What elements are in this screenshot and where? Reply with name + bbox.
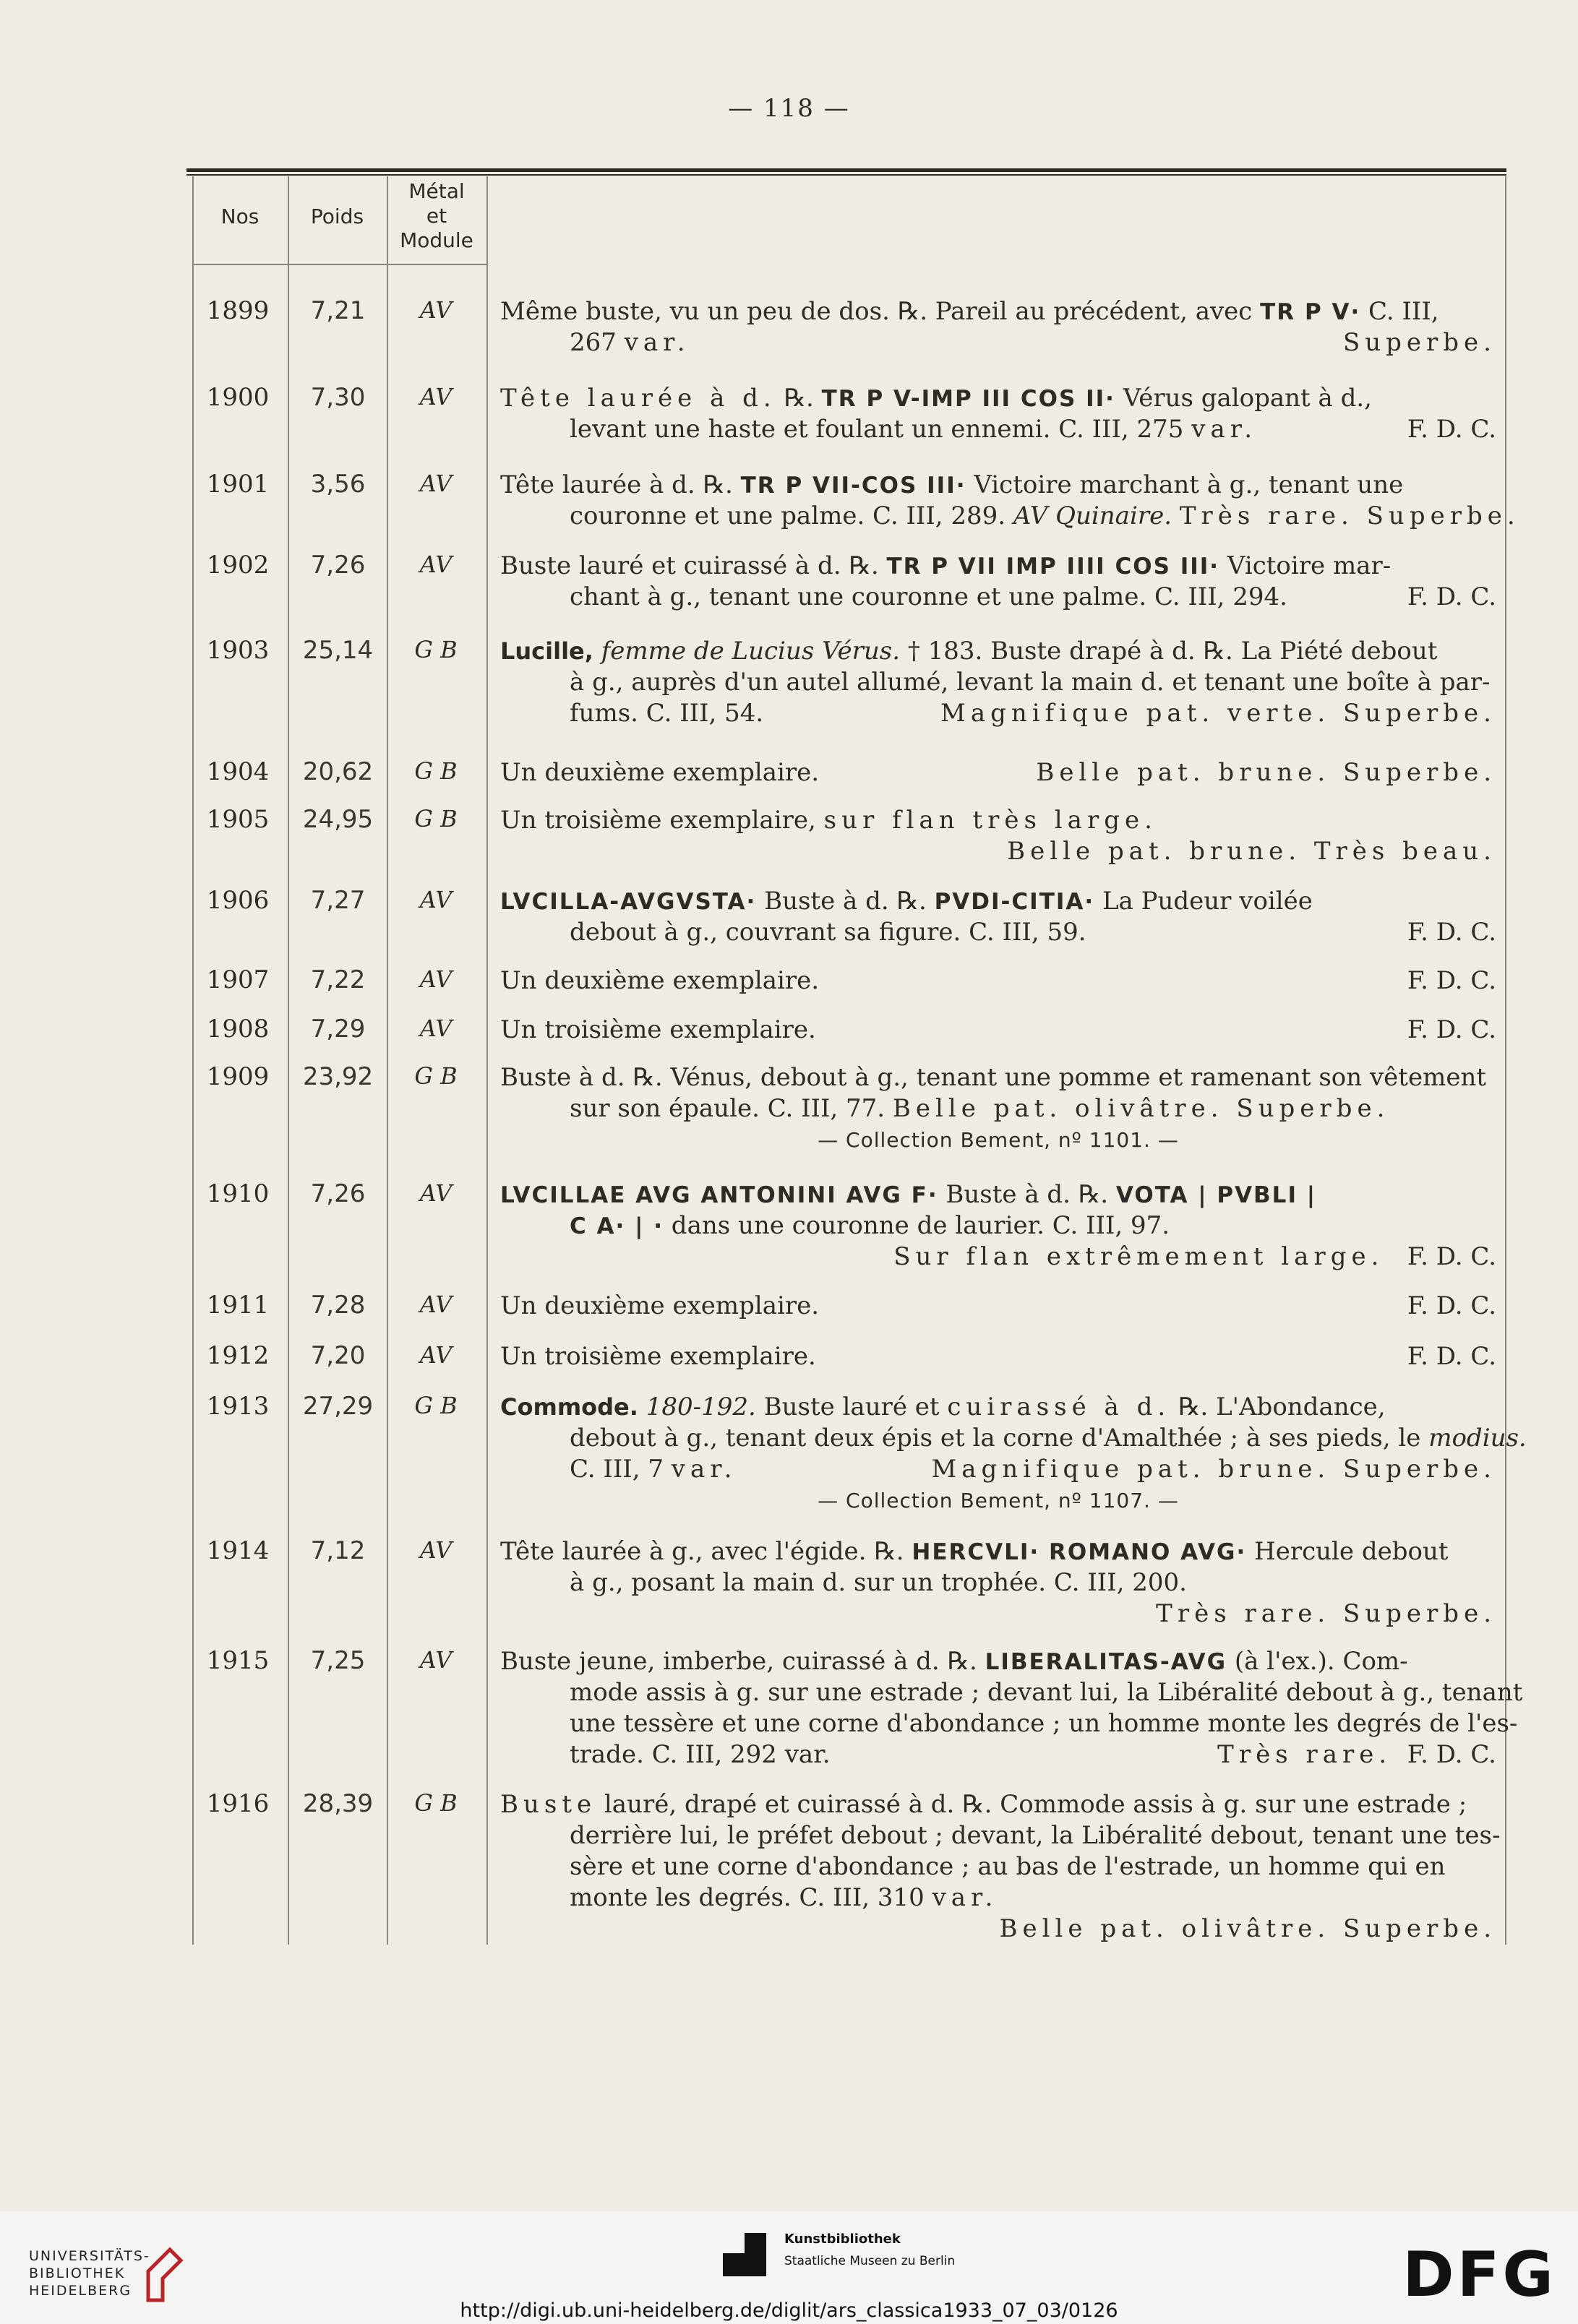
lot-weight: 3,56 (310, 470, 366, 499)
lot-metal: AV (419, 1179, 453, 1207)
description-line: LVCILLA-AVGVSTA· Buste à d. ℞. PVDI-CITIA· La Pudeur voilée (500, 887, 1313, 916)
header-poids: Poids (310, 205, 364, 228)
lot-metal: AV (419, 886, 453, 913)
description-line: une tessère et une corne d'abondance ; un homme monte les degrés de l'es- (570, 1709, 1518, 1738)
description-line: Tête laurée à d. ℞. TR P V-IMP III COS II· Vérus galopant à d., (500, 384, 1372, 413)
lot-weight: 28,39 (302, 1789, 374, 1818)
lot-metal: AV (419, 1646, 453, 1674)
description-line: Tête laurée à g., avec l'égide. ℞. HERCVLI· ROMANO AVG· Hercule debout (500, 1537, 1449, 1566)
description-line: — Collection Bement, nº 1107. — (818, 1489, 1179, 1512)
lot-number: 1906 (206, 886, 270, 915)
lot-description (500, 1789, 1501, 1945)
lot-number: 1903 (206, 636, 270, 665)
table-top-rule-thin (186, 174, 1506, 176)
lot-weight: 7,26 (310, 551, 366, 580)
description-line: Un deuxième exemplaire. F. D. C. (500, 966, 1496, 995)
description-line: levant une haste et foulant un ennemi. C. III, 275 var. F. D. C. (570, 415, 1496, 444)
header-metal: Métal et Module (400, 179, 473, 252)
lot-metal: G B (414, 1789, 458, 1817)
lot-metal: AV (419, 470, 453, 497)
lot-description (500, 1015, 1496, 1046)
lot-description (500, 636, 1496, 729)
description-line: Sur flan extrêmement large. F. D. C. (893, 1242, 1496, 1271)
description-line: à g., auprès d'un autel allumé, levant la main d. et tenant une boîte à par- (570, 668, 1491, 697)
lot-description (500, 1341, 1496, 1372)
lot-metal: AV (419, 1015, 453, 1042)
column-divider (486, 176, 488, 1945)
page-number: — 118 — (728, 94, 850, 123)
table-top-rule (186, 168, 1506, 172)
description-line: LVCILLAE AVG ANTONINI AVG F· Buste à d. ℞. VOTA | PVBLI | (500, 1180, 1317, 1209)
lot-number: 1901 (206, 470, 270, 499)
lot-weight: 7,22 (310, 965, 366, 994)
header-rule (192, 264, 486, 265)
lot-metal: AV (419, 551, 453, 578)
description-line: chant à g., tenant une couronne et une palme. C. III, 294. F. D. C. (570, 582, 1496, 611)
lot-number: 1911 (206, 1291, 270, 1320)
lot-weight: 7,26 (310, 1179, 366, 1208)
lot-description (500, 805, 1496, 867)
lot-weight: 7,27 (310, 886, 366, 915)
description-line: à g., posant la main d. sur un trophée. C. III, 200. (570, 1568, 1187, 1597)
lot-number: 1900 (206, 383, 270, 412)
lot-number: 1916 (206, 1789, 270, 1818)
description-line: Tête laurée à d. ℞. TR P VII-COS III· Victoire marchant à g., tenant une (500, 470, 1404, 499)
lot-metal: AV (419, 1291, 453, 1318)
description-line: sur son épaule. C. III, 77. Belle pat. olivâtre. Superbe. (570, 1094, 1390, 1123)
description-line: monte les degrés. C. III, 310 var. (570, 1883, 998, 1912)
lot-weight: 7,30 (310, 383, 366, 412)
lot-description (500, 1179, 1496, 1273)
lot-number: 1912 (206, 1341, 270, 1370)
description-line: Belle pat. brune. Très beau. (1007, 837, 1496, 866)
lot-description (500, 296, 1496, 358)
lot-weight: 7,20 (310, 1341, 366, 1370)
lot-number: 1905 (206, 805, 270, 834)
lot-description (500, 757, 1496, 788)
kunstbibliothek-credit: Kunstbibliothek Staatliche Museen zu Berlin (784, 2232, 956, 2268)
description-line: Un deuxième exemplaire. Belle pat. brune. Superbe. (500, 758, 1496, 787)
lot-weight: 7,25 (310, 1646, 366, 1675)
description-line: derrière lui, le préfet debout ; devant, la Libéralité debout, tenant une tes- (570, 1821, 1501, 1850)
lot-description (500, 1392, 1527, 1516)
lot-metal: AV (419, 1536, 453, 1564)
lot-metal: G B (414, 757, 458, 785)
lot-number: 1910 (206, 1179, 270, 1208)
lot-weight: 7,28 (310, 1291, 366, 1320)
lot-weight: 7,29 (310, 1015, 366, 1043)
description-line: Un troisième exemplaire. F. D. C. (500, 1342, 1496, 1371)
heidelberg-logo: UNIVERSITÄTS- BIBLIOTHEK HEIDELBERG (29, 2248, 150, 2299)
description-line: couronne et une palme. C. III, 289. AV Quinaire. Très rare. Superbe. (570, 502, 1520, 530)
dfg-logo: DFG (1402, 2239, 1556, 2311)
description-line: Belle pat. olivâtre. Superbe. (999, 1914, 1496, 1943)
description-line: debout à g., couvrant sa figure. C. III, 59. F. D. C. (570, 918, 1496, 947)
header-nos: Nos (220, 205, 260, 228)
column-divider (387, 176, 388, 1945)
description-line: Buste à d. ℞. Vénus, debout à g., tenant une pomme et ramenant son vêtement (500, 1063, 1487, 1092)
lot-description (500, 1062, 1496, 1155)
heidelberg-emblem-icon (141, 2246, 192, 2304)
lot-metal: G B (414, 1392, 458, 1419)
description-line: Buste lauré et cuirassé à d. ℞. TR P VII IMP IIII COS III· Victoire mar- (500, 551, 1392, 580)
lot-number: 1914 (206, 1536, 270, 1565)
description-line: Un troisième exemplaire, sur flan très large. (500, 806, 1157, 835)
lot-description (500, 886, 1496, 948)
description-line: C. III, 7 var. Magnifique pat. brune. Superbe. (570, 1455, 1496, 1484)
column-divider (192, 176, 194, 1945)
description-line: trade. C. III, 292 var. Très rare. F. D. C. (570, 1740, 1496, 1769)
description-line: C A· | · dans une couronne de laurier. C. III, 97. (570, 1211, 1170, 1240)
description-line: debout à g., tenant deux épis et la corne d'Amalthée ; à ses pieds, le modius. (570, 1424, 1527, 1452)
lot-description (500, 470, 1520, 532)
description-line: Lucille, femme de Lucius Vérus. † 183. Buste drapé à d. ℞. La Piété debout (500, 637, 1438, 666)
source-url[interactable]: http://digi.ub.uni-heidelberg.de/diglit/ars_classica1933_07_03/0126 (460, 2299, 1118, 2322)
lot-metal: G B (414, 1062, 458, 1090)
description-line: Commode. 180-192. Buste lauré et cuirassé à d. ℞. L'Abondance, (500, 1393, 1386, 1421)
lot-description (500, 551, 1496, 613)
description-line: Un deuxième exemplaire. F. D. C. (500, 1291, 1496, 1320)
description-line: 267 var. Superbe. (570, 328, 1496, 357)
description-line: Buste lauré, drapé et cuirassé à d. ℞. Commode assis à g. sur une estrade ; (500, 1790, 1467, 1819)
lot-description (500, 1291, 1496, 1322)
kunstbibliothek-logo-icon (723, 2233, 766, 2276)
lot-metal: AV (419, 1341, 453, 1369)
lot-weight: 25,14 (302, 636, 374, 665)
lot-weight: 7,12 (310, 1536, 366, 1565)
lot-number: 1899 (206, 296, 270, 325)
footer-bar (0, 2211, 1578, 2324)
lot-metal: AV (419, 296, 453, 324)
lot-number: 1908 (206, 1015, 270, 1043)
lot-number: 1904 (206, 757, 270, 786)
lot-weight: 7,21 (310, 296, 366, 325)
lot-description (500, 383, 1496, 445)
lot-description (500, 1536, 1496, 1630)
lot-number: 1909 (206, 1062, 270, 1091)
lot-number: 1913 (206, 1392, 270, 1421)
description-line: Buste jeune, imberbe, cuirassé à d. ℞. LIBERALITAS-AVG (à l'ex.). Com- (500, 1647, 1408, 1676)
lot-number: 1907 (206, 965, 270, 994)
lot-description (500, 1646, 1523, 1770)
description-line: Un troisième exemplaire. F. D. C. (500, 1015, 1496, 1044)
lot-metal: G B (414, 805, 458, 832)
lot-weight: 20,62 (302, 757, 374, 786)
lot-metal: AV (419, 965, 453, 993)
lot-number: 1915 (206, 1646, 270, 1675)
description-line: sère et une corne d'abondance ; au bas de l'estrade, un homme qui en (570, 1852, 1446, 1881)
lot-metal: G B (414, 636, 458, 663)
description-line: mode assis à g. sur une estrade ; devant lui, la Libéralité debout à g., tenant (570, 1678, 1523, 1707)
lot-metal: AV (419, 383, 453, 410)
lot-weight: 24,95 (302, 805, 374, 834)
lot-weight: 23,92 (302, 1062, 374, 1091)
description-line: fums. C. III, 54. Magnifique pat. verte. Superbe. (570, 699, 1496, 728)
description-line: Très rare. Superbe. (1156, 1599, 1496, 1628)
description-line: — Collection Bement, nº 1101. — (818, 1128, 1179, 1152)
lot-description (500, 965, 1496, 997)
lot-weight: 27,29 (302, 1392, 374, 1421)
description-line: Même buste, vu un peu de dos. ℞. Pareil au précédent, avec TR P V· C. III, (500, 297, 1439, 326)
lot-number: 1902 (206, 551, 270, 580)
column-divider (288, 176, 289, 1945)
